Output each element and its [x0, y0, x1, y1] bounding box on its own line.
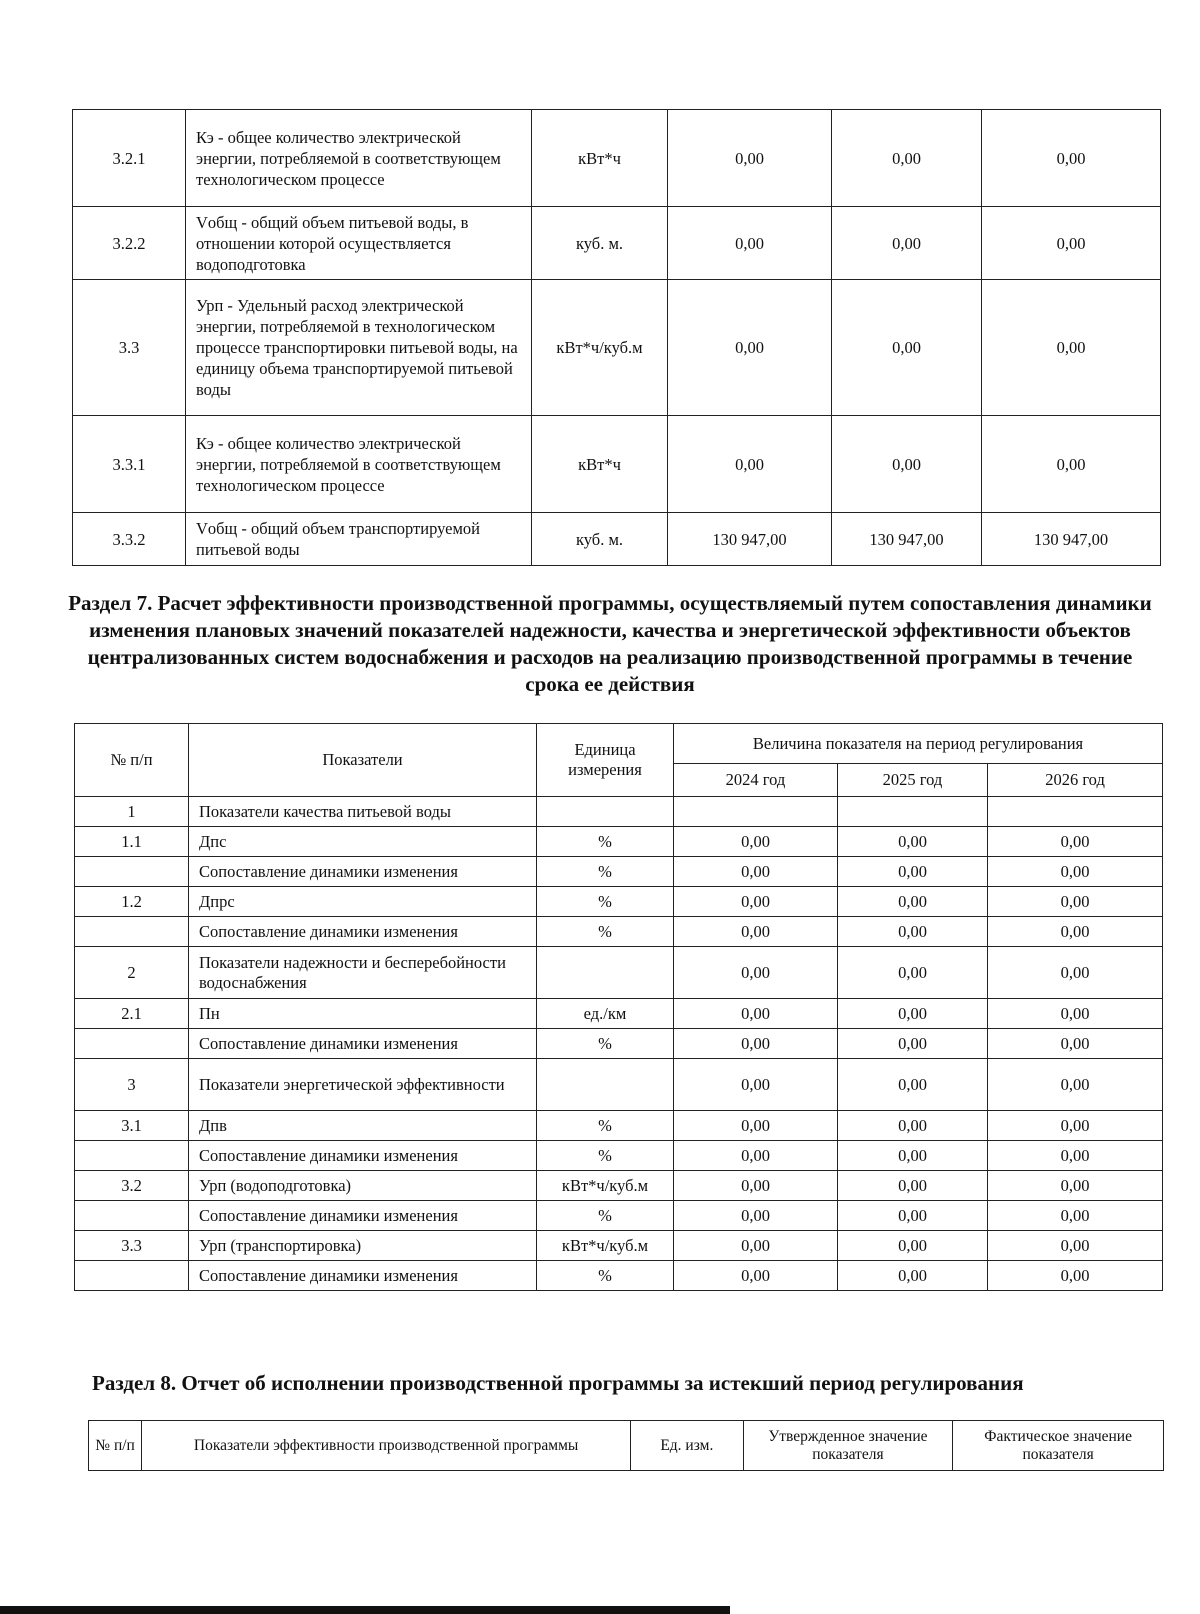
value-2024: 0,00 — [674, 1059, 838, 1111]
header-num: № п/п — [89, 1421, 142, 1471]
table-row — [75, 1029, 1163, 1059]
row-number: 3.3.1 — [73, 416, 186, 513]
value-2025: 0,00 — [838, 1171, 988, 1201]
top-table — [72, 109, 1161, 566]
table-row — [73, 207, 1161, 280]
value-2024: 0,00 — [674, 857, 838, 887]
unit: кВт*ч — [532, 416, 668, 513]
header-num: № п/п — [75, 724, 189, 797]
unit: % — [537, 1141, 674, 1171]
table-row — [75, 857, 1163, 887]
indicator-name: Урп (транспортировка) — [189, 1231, 537, 1261]
value-2024: 0,00 — [668, 207, 832, 280]
unit: % — [537, 1261, 674, 1291]
header-2024: 2024 год — [674, 764, 838, 797]
row-number: 2 — [75, 947, 189, 999]
row-number: 3.1 — [75, 1111, 189, 1141]
value-2026: 0,00 — [988, 947, 1163, 999]
value-2025: 0,00 — [838, 917, 988, 947]
value-2024: 0,00 — [668, 110, 832, 207]
value-2024: 0,00 — [668, 416, 832, 513]
indicator-name: Показатели энергетической эффективности — [189, 1059, 537, 1111]
row-number — [75, 917, 189, 947]
unit: % — [537, 827, 674, 857]
table-row — [75, 887, 1163, 917]
indicator-name: Сопоставление динамики изменения — [189, 917, 537, 947]
unit: % — [537, 887, 674, 917]
row-number: 3.3.2 — [73, 513, 186, 566]
row-number: 1 — [75, 797, 189, 827]
row-number: 3 — [75, 1059, 189, 1111]
scan-edge-bar — [0, 1606, 730, 1614]
header-unit: Единица измерения — [537, 724, 674, 797]
row-number — [75, 1261, 189, 1291]
indicator-name: Дпрс — [189, 887, 537, 917]
value-2026: 0,00 — [988, 887, 1163, 917]
value-2025: 0,00 — [838, 1231, 988, 1261]
value-2025: 0,00 — [838, 1059, 988, 1111]
value-2025 — [838, 797, 988, 827]
value-2024: 0,00 — [674, 1171, 838, 1201]
unit: ед./км — [537, 999, 674, 1029]
indicator-name: Дпв — [189, 1111, 537, 1141]
value-2025: 0,00 — [838, 827, 988, 857]
value-2026: 0,00 — [982, 110, 1161, 207]
section-7-table-header — [75, 724, 1163, 797]
table-row — [75, 797, 1163, 827]
value-2025: 0,00 — [838, 1111, 988, 1141]
value-2025: 0,00 — [838, 1201, 988, 1231]
value-2024: 0,00 — [674, 1111, 838, 1141]
header-indicator: Показатели — [189, 724, 537, 797]
row-number — [75, 1141, 189, 1171]
value-2026: 0,00 — [988, 1171, 1163, 1201]
row-number: 1.2 — [75, 887, 189, 917]
unit — [537, 797, 674, 827]
header-2025: 2025 год — [838, 764, 988, 797]
value-2024: 0,00 — [668, 280, 832, 416]
value-2024: 0,00 — [674, 999, 838, 1029]
value-2024: 0,00 — [674, 1029, 838, 1059]
value-2026: 0,00 — [988, 1201, 1163, 1231]
header-unit: Ед. изм. — [631, 1421, 744, 1471]
table-row — [75, 1261, 1163, 1291]
value-2026: 130 947,00 — [982, 513, 1161, 566]
value-2026: 0,00 — [988, 1059, 1163, 1111]
value-2024: 0,00 — [674, 1261, 838, 1291]
unit: % — [537, 917, 674, 947]
value-2026: 0,00 — [988, 1261, 1163, 1291]
value-2024: 0,00 — [674, 1231, 838, 1261]
value-2024: 0,00 — [674, 947, 838, 999]
indicator-name: Кэ - общее количество электрической энергии, потребляемой в соответствующем технологическом процессе — [186, 416, 532, 513]
value-2026: 0,00 — [988, 1111, 1163, 1141]
indicator-name: Урп - Удельный расход электрической энергии, потребляемой в технологическом процессе транспортировки питьевой воды, на единицу объема транспортируемой питьевой воды — [186, 280, 532, 416]
value-2025: 0,00 — [832, 416, 982, 513]
value-2025: 0,00 — [838, 947, 988, 999]
indicator-name: Сопоставление динамики изменения — [189, 1201, 537, 1231]
unit: % — [537, 1201, 674, 1231]
unit: % — [537, 1111, 674, 1141]
row-number: 3.3 — [73, 280, 186, 416]
header-actual: Фактическое значение показателя — [953, 1421, 1164, 1471]
value-2026: 0,00 — [988, 999, 1163, 1029]
value-2026: 0,00 — [988, 1231, 1163, 1261]
indicator-name: Показатели качества питьевой воды — [189, 797, 537, 827]
value-2024: 0,00 — [674, 1201, 838, 1231]
value-2025: 0,00 — [832, 207, 982, 280]
unit — [537, 1059, 674, 1111]
unit: кВт*ч/куб.м — [537, 1171, 674, 1201]
section-8-table — [88, 1420, 1164, 1471]
value-2026: 0,00 — [982, 207, 1161, 280]
table-row — [75, 1141, 1163, 1171]
row-number: 1.1 — [75, 827, 189, 857]
value-2025: 0,00 — [838, 1029, 988, 1059]
unit: кВт*ч/куб.м — [537, 1231, 674, 1261]
indicator-name: Сопоставление динамики изменения — [189, 1141, 537, 1171]
unit: кВт*ч — [532, 110, 668, 207]
table-row — [75, 1231, 1163, 1261]
row-number: 3.2.2 — [73, 207, 186, 280]
indicator-name: Vобщ - общий объем питьевой воды, в отношении которой осуществляется водоподготовка — [186, 207, 532, 280]
indicator-name: Сопоставление динамики изменения — [189, 857, 537, 887]
row-number — [75, 1029, 189, 1059]
table-row — [75, 1111, 1163, 1141]
section-7-table — [74, 723, 1163, 1291]
table-row — [75, 1171, 1163, 1201]
header-2026: 2026 год — [988, 764, 1163, 797]
value-2025: 0,00 — [838, 1261, 988, 1291]
value-2025: 130 947,00 — [832, 513, 982, 566]
value-2024: 0,00 — [674, 827, 838, 857]
value-2025: 0,00 — [838, 999, 988, 1029]
section-7-title: Раздел 7. Расчет эффективности производственной программы, осуществляемый путем сопоставления динамики изменения плановых значений показателей надежности, качества и энергетической эффективности объектов централизованных систем водоснабжения и расходов на реализацию производственной программы в течение срока ее действия — [68, 591, 1152, 696]
table-row — [73, 110, 1161, 207]
table-row — [75, 947, 1163, 999]
value-2026: 0,00 — [982, 416, 1161, 513]
header-period: Величина показателя на период регулирования — [674, 724, 1163, 764]
value-2026: 0,00 — [988, 857, 1163, 887]
section-8-title: Раздел 8. Отчет об исполнении производственной программы за истекший период регулирования — [92, 1371, 1024, 1395]
indicator-name: Vобщ - общий объем транспортируемой питьевой воды — [186, 513, 532, 566]
value-2026: 0,00 — [988, 1141, 1163, 1171]
value-2025: 0,00 — [832, 110, 982, 207]
table-row — [73, 513, 1161, 566]
value-2024: 0,00 — [674, 917, 838, 947]
value-2026 — [988, 797, 1163, 827]
value-2024: 130 947,00 — [668, 513, 832, 566]
value-2026: 0,00 — [988, 1029, 1163, 1059]
value-2024: 0,00 — [674, 1141, 838, 1171]
value-2025: 0,00 — [838, 887, 988, 917]
value-2025: 0,00 — [838, 1141, 988, 1171]
header-approved: Утвержденное значение показателя — [743, 1421, 953, 1471]
table-row — [75, 1059, 1163, 1111]
value-2025: 0,00 — [838, 857, 988, 887]
unit: % — [537, 1029, 674, 1059]
indicator-name: Пн — [189, 999, 537, 1029]
value-2024: 0,00 — [674, 887, 838, 917]
section-7-table-body — [75, 797, 1163, 1291]
value-2024 — [674, 797, 838, 827]
indicator-name: Дпс — [189, 827, 537, 857]
unit: кВт*ч/куб.м — [532, 280, 668, 416]
table-row — [75, 827, 1163, 857]
indicator-name: Урп (водоподготовка) — [189, 1171, 537, 1201]
row-number: 3.3 — [75, 1231, 189, 1261]
row-number: 3.2.1 — [73, 110, 186, 207]
value-2026: 0,00 — [982, 280, 1161, 416]
table-row — [75, 999, 1163, 1029]
unit — [537, 947, 674, 999]
indicator-name: Сопоставление динамики изменения — [189, 1029, 537, 1059]
row-number — [75, 857, 189, 887]
indicator-name: Сопоставление динамики изменения — [189, 1261, 537, 1291]
table-row — [75, 917, 1163, 947]
indicator-name: Показатели надежности и бесперебойности водоснабжения — [189, 947, 537, 999]
unit: куб. м. — [532, 513, 668, 566]
header-indicator: Показатели эффективности производственной программы — [142, 1421, 631, 1471]
indicator-name: Кэ - общее количество электрической энергии, потребляемой в соответствующем технологическом процессе — [186, 110, 532, 207]
table-row — [73, 280, 1161, 416]
table-row — [75, 1201, 1163, 1231]
top-table-body — [73, 110, 1161, 566]
unit: % — [537, 857, 674, 887]
table-row — [73, 416, 1161, 513]
row-number — [75, 1201, 189, 1231]
unit: куб. м. — [532, 207, 668, 280]
row-number: 3.2 — [75, 1171, 189, 1201]
value-2026: 0,00 — [988, 917, 1163, 947]
value-2026: 0,00 — [988, 827, 1163, 857]
row-number: 2.1 — [75, 999, 189, 1029]
value-2025: 0,00 — [832, 280, 982, 416]
